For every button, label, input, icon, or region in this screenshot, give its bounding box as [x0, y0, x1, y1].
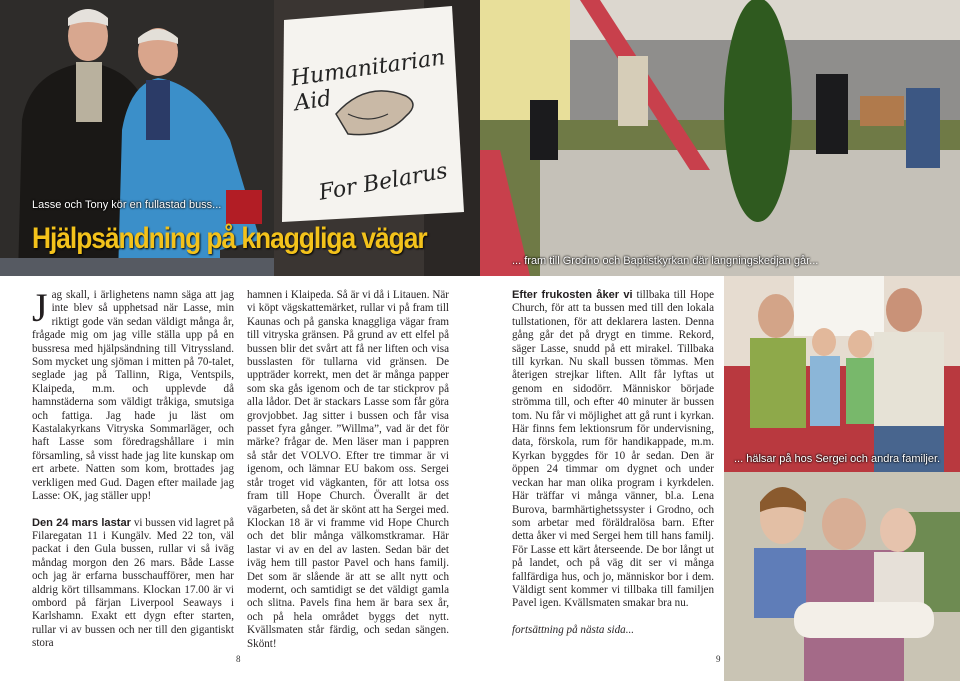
sign-text-line2: For Belarus: [316, 158, 450, 206]
mother-children-art: [724, 472, 960, 681]
continued-note: fortsättning på nästa sida...: [512, 623, 635, 636]
col3-para1-text: tillbaka till Hope Church, för att ta bussen med till den lokala tullstationen, för att deklarera lasten. Denna gång går det på drygt en timme. Rekord, säger Lasse, snudd på ett mirakel. Tillbaka till kyrkan. Nu skall bussen tömmas. Men återigen strejkar liften. Allt får lyftas ut genom en sidodörr. Människor började strömma till, och efter 40 minuter är bussen tom. Nu får vi möjlighet att gå runt i kyrkan. Här finns fem lektionsrum för undervisning, data, förskola, rum för handikappade, m.m. Kyrkan byggdes för 10 år sedan. Den är öppen 24 timmar om dygnet och under veckan har man olika program i kyrkdelen. Här träffar vi många vänner, bl.a. Lena Burova, barmhärtighetssyster i Grodno, och som arbetar med föräldralösa barn. Efter detta åker vi med Sergei hem till hans familj. För Lasse ett kärt återseende. De bor långt ut på landet, och på väg dit ser vi många fallfärdiga hus, och jo, människor bor i dem. Väldigt sent kommer vi tillbaka till familjen Pavel igen. Kvällsmaten smakar bra nu.: [512, 289, 714, 610]
col3-para1: [512, 289, 714, 611]
col2-para1: hamnen i Klaipeda. Så är vi då i Litauen. När vi köpt vägskattemärket, rullar vi på fram till Kaunas och på ganska knaggliga vägar fram till vitryska gränsen. På grund av ett elfel på bussen blir det svårt att få ner liften och visa busslasten för tullarna vid gränsen. De uppträder korrekt, men det är många papper som ska gås igenom och de tar stickprov på alla lådor. Det är stackars Lasse som får göra grovjobbet. Jag sitter i bussen och får visa passet fyra gånger. ”Willma”, vad är det för märke? frågar de. Men läser man i pappren så står det VOLVO. Efter tre timmar är vi igenom, och lämnar EU bakom oss. Sergei står troget vid vägkanten, för att lotsa oss fram till Hope Church. Överallt är det vägarbeten, så det är skönt att ha Sergei med. Klockan 18 är vi framme vid Hope Church och det blir många välkomstkramar. Här lastar vi av en del av lasten. Sedan bär det iväg hem till pastor Pavel och hans familj. Det som är slående är att se allt nytt och modernt, och samtidigt se det väldigt gamla och slitna. Pavels fina hem är bara sex år, och på hela området byggs det nytt. Kvällsmaten står färdig, och sedan sängen. Skönt!: [247, 289, 449, 650]
photo-mother-children: [724, 472, 960, 681]
photo-loading-chain: [480, 0, 960, 276]
loading-chain-art: [480, 0, 960, 276]
dropcap: J: [32, 285, 48, 330]
column-1: [32, 285, 234, 651]
col1-para1-text: ag skall, i ärlighetens namn säga att jag inte blev så upphetsad när Lasse, min riktigt gode vän sedan väldigt många år, frågade mig om jag ville ställa upp på en bussresa med hjälpsändning till Vitryssland. Som mycket ung sjöman i mitten på 70-talet, seglade jag på Tallinn, Riga, Ventspils, Klaipeda, m.m. och upplevde då hamnstäderna som väldigt tråkiga, smutsiga och fattiga. Jag hade ju läst om Kastalakyrkans Vitryska Sommarläger, och haft Lasse som föredragshållare i min församling, så visst hade jag lite kunskap om ert arbete. Natten som kom, brottades jag verkligen med Gud. Dagen efter mailade jag Lasse: OK, jag ställer upp!: [32, 289, 234, 503]
photo-family-couch: [724, 276, 960, 472]
caption-top-right: ... fram till Grodno och Baptistkyrkan där langningskedjan går...: [512, 255, 819, 267]
col1-para2-lead: Den 24 mars lastar: [32, 516, 131, 529]
column-2: [247, 289, 449, 651]
page-number-right: 9: [716, 654, 721, 664]
col1-para1: [32, 285, 234, 504]
col1-para2: [32, 517, 234, 651]
caption-mid-right: ... hälsar på hos Sergei och andra familjer.: [734, 453, 941, 465]
sign-text-line1: Humanitarian Aid: [289, 45, 447, 117]
page-title: Hjälpsändning på knaggliga vägar: [32, 222, 427, 255]
family-couch-art: [724, 276, 960, 472]
page-number-left: 8: [236, 654, 241, 664]
col3-para1-lead: Efter frukosten åker vi: [512, 289, 633, 301]
caption-top-left: Lasse och Tony kör en fullastad buss...: [32, 199, 222, 211]
column-3: [512, 289, 714, 637]
col1-para2-text: vi bussen vid lagret på Filaregatan 11 i Kungälv. Med 22 ton, väl packat i den Gula bussen, rullar vi så iväg måndag morgon den 26 mars. Både Lasse och jag är erfarna busschaufförer, men har aldrig kört tillsammans. Klockan 17.00 är vi ombord på färjan Liverpool Seaways i Karlshamn. Exakt ett dygn efter starten, rullar vi av bussen och ner till den gigantiskt stora: [32, 516, 234, 650]
